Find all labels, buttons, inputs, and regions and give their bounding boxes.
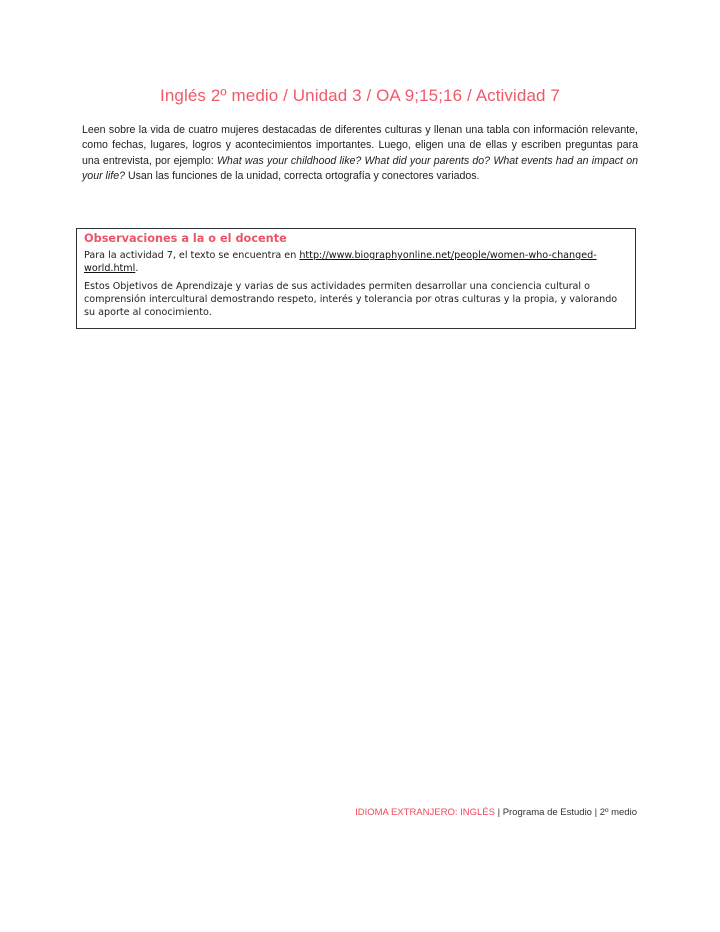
footer-separator: |: [494, 807, 503, 818]
activity-text-part1: Leen sobre la vida de cuatro mujeres destacadas de diferentes culturas y llenan una tabla con información relevante, como fechas, lugares, logros y acontecimientos importantes. Luego, eligen una de ellas y escriben preguntas para una entrevista, por ejemplo:: [82, 124, 638, 167]
footer-level: 2º medio: [599, 807, 637, 818]
source-link[interactable]: http://www.biographyonline.net/people/women-who-changed-world.html: [84, 250, 597, 274]
observations-paragraph-objectives: Estos Objetivos de Aprendizaje y varias de sus actividades permiten desarrollar una conciencia cultural o comprensión intercultural demostrando respeto, interés y tolerancia por otras culturas y la propia, y valorando su aporte al conocimiento.: [84, 281, 618, 318]
observations-paragraph-source: [84, 249, 628, 275]
page-title: Inglés 2º medio / Unidad 3 / OA 9;15;16 / Actividad 7: [160, 86, 560, 105]
observations-title: Observaciones a la o el docente: [84, 232, 287, 245]
source-text-suffix: .: [135, 263, 139, 274]
teacher-observations-box: [76, 228, 636, 329]
activity-description: [82, 123, 638, 185]
source-text-prefix: Para la actividad 7, el texto se encuentra en: [84, 250, 300, 261]
footer-program: Programa de Estudio: [502, 807, 592, 818]
footer-subject: IDIOMA EXTRANJERO: INGLÉS: [355, 807, 495, 818]
footer-separator-2: |: [591, 807, 600, 818]
page-footer: [355, 807, 637, 818]
activity-example-questions: What was your childhood like? What did your parents do? What events had an impact on your life?: [82, 154, 638, 183]
activity-text-part2: Usan las funciones de la unidad, correcta ortografía y conectores variados.: [125, 170, 480, 183]
